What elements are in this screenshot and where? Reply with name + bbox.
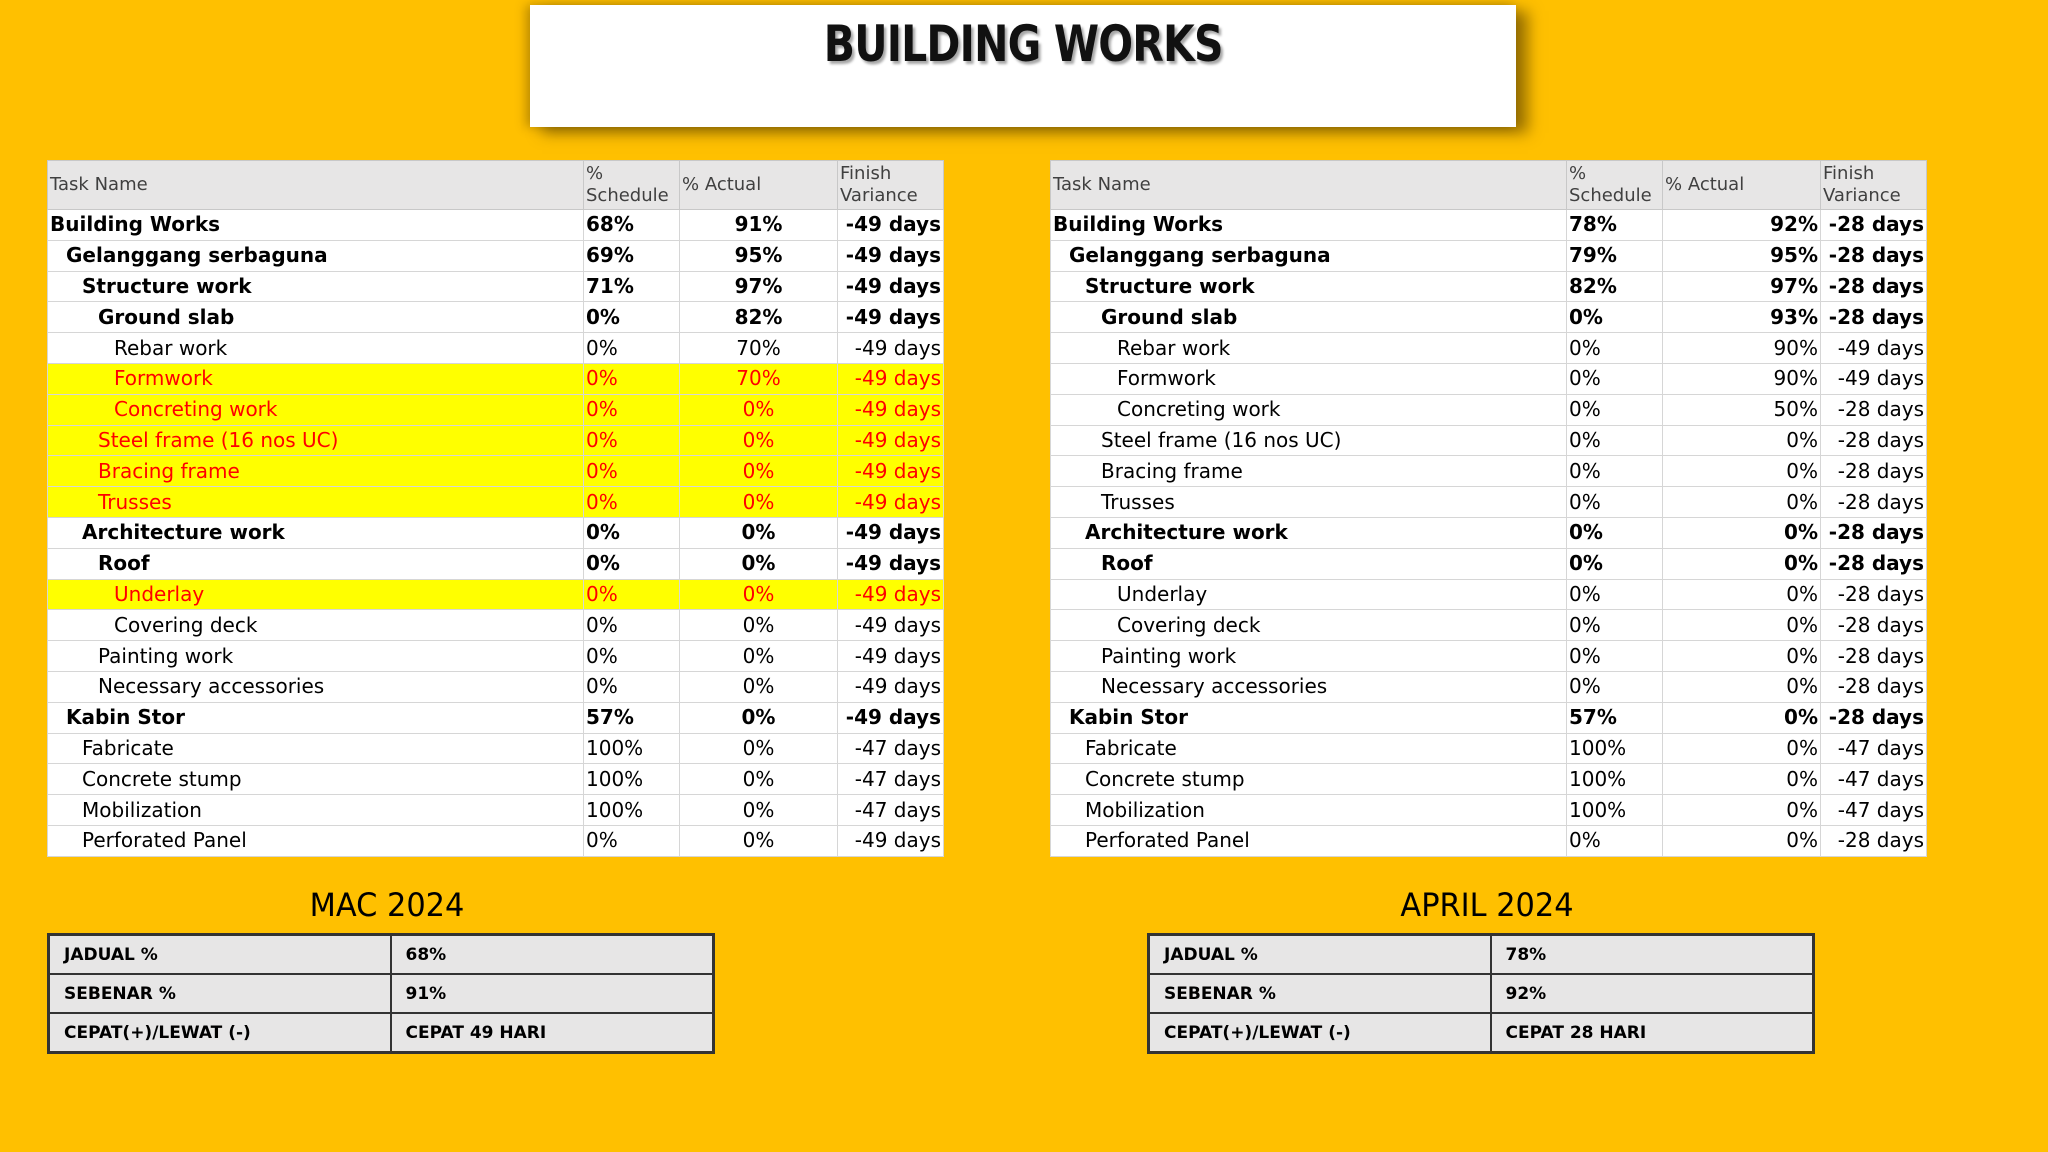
schedule-cell: 0%	[584, 394, 680, 425]
variance-cell: -28 days	[1821, 610, 1927, 641]
variance-cell: -28 days	[1821, 548, 1927, 579]
schedule-cell: 79%	[1567, 240, 1663, 271]
header-variance: Finish Variance	[838, 161, 944, 210]
schedule-cell: 0%	[1567, 363, 1663, 394]
variance-cell: -28 days	[1821, 425, 1927, 456]
schedule-cell: 0%	[1567, 517, 1663, 548]
actual-cell: 0%	[1663, 548, 1821, 579]
variance-cell: -28 days	[1821, 271, 1927, 302]
schedule-cell: 0%	[1567, 302, 1663, 333]
variance-cell: -28 days	[1821, 671, 1927, 702]
schedule-cell: 0%	[584, 641, 680, 672]
task-name-cell: Necessary accessories	[1051, 671, 1567, 702]
table-row	[48, 671, 944, 702]
schedule-cell: 100%	[584, 795, 680, 826]
schedule-cell: 0%	[584, 487, 680, 518]
actual-cell: 50%	[1663, 394, 1821, 425]
actual-cell: 92%	[1663, 210, 1821, 241]
table-row	[1051, 795, 1927, 826]
variance-cell: -28 days	[1821, 702, 1927, 733]
actual-cell: 90%	[1663, 333, 1821, 364]
variance-cell: -49 days	[838, 610, 944, 641]
task-table-mac	[47, 160, 944, 857]
schedule-cell: 0%	[1567, 579, 1663, 610]
summary-label: SEBENAR %	[1149, 974, 1491, 1013]
header-variance: Finish Variance	[1821, 161, 1927, 210]
summary-label: CEPAT(+)/LEWAT (-)	[1149, 1013, 1491, 1053]
task-name-cell: Concreting work	[1051, 394, 1567, 425]
variance-cell: -28 days	[1821, 641, 1927, 672]
table-row	[1051, 487, 1927, 518]
actual-cell: 0%	[680, 548, 838, 579]
table-row	[1051, 825, 1927, 856]
header-actual: % Actual	[680, 161, 838, 210]
task-name-cell: Steel frame (16 nos UC)	[1051, 425, 1567, 456]
variance-cell: -28 days	[1821, 456, 1927, 487]
task-name-cell: Building Works	[1051, 210, 1567, 241]
task-name-cell: Ground slab	[1051, 302, 1567, 333]
task-table-april	[1050, 160, 1927, 857]
table-row	[48, 425, 944, 456]
actual-cell: 0%	[1663, 517, 1821, 548]
table-row	[48, 795, 944, 826]
table-row	[1051, 610, 1927, 641]
actual-cell: 0%	[680, 517, 838, 548]
table-row	[48, 517, 944, 548]
table-row	[48, 394, 944, 425]
table-row	[48, 702, 944, 733]
variance-cell: -49 days	[838, 487, 944, 518]
summary-row	[1149, 935, 1814, 975]
summary-value: 92%	[1491, 974, 1814, 1013]
table-row	[48, 240, 944, 271]
variance-cell: -49 days	[838, 456, 944, 487]
schedule-cell: 57%	[584, 702, 680, 733]
variance-cell: -28 days	[1821, 517, 1927, 548]
schedule-cell: 0%	[584, 825, 680, 856]
variance-cell: -49 days	[838, 517, 944, 548]
variance-cell: -47 days	[838, 795, 944, 826]
table-row	[48, 302, 944, 333]
task-name-cell: Steel frame (16 nos UC)	[48, 425, 584, 456]
table-row	[48, 333, 944, 364]
variance-cell: -49 days	[1821, 363, 1927, 394]
variance-cell: -47 days	[1821, 795, 1927, 826]
table-row	[1051, 333, 1927, 364]
summary-row	[1149, 974, 1814, 1013]
schedule-cell: 100%	[584, 733, 680, 764]
header-task-name: Task Name	[1051, 161, 1567, 210]
actual-cell: 0%	[680, 733, 838, 764]
actual-cell: 0%	[1663, 702, 1821, 733]
task-name-cell: Structure work	[48, 271, 584, 302]
table-row	[1051, 764, 1927, 795]
task-name-cell: Bracing frame	[48, 456, 584, 487]
table-row	[48, 271, 944, 302]
summary-table-mac	[47, 933, 715, 1054]
actual-cell: 0%	[680, 825, 838, 856]
task-name-cell: Formwork	[1051, 363, 1567, 394]
schedule-cell: 0%	[1567, 394, 1663, 425]
schedule-cell: 100%	[1567, 733, 1663, 764]
table-row	[48, 641, 944, 672]
task-rows	[1051, 210, 1927, 857]
table-row	[1051, 641, 1927, 672]
actual-cell: 0%	[1663, 671, 1821, 702]
summary-value: 91%	[391, 974, 714, 1013]
actual-cell: 0%	[680, 456, 838, 487]
schedule-cell: 0%	[1567, 671, 1663, 702]
actual-cell: 0%	[680, 641, 838, 672]
schedule-cell: 0%	[584, 302, 680, 333]
table-row	[48, 579, 944, 610]
actual-cell: 90%	[1663, 363, 1821, 394]
table-row	[1051, 733, 1927, 764]
variance-cell: -28 days	[1821, 240, 1927, 271]
schedule-cell: 82%	[1567, 271, 1663, 302]
variance-cell: -28 days	[1821, 302, 1927, 333]
schedule-cell: 100%	[1567, 795, 1663, 826]
variance-cell: -49 days	[838, 702, 944, 733]
task-name-cell: Underlay	[1051, 579, 1567, 610]
table-row	[1051, 548, 1927, 579]
task-name-cell: Gelanggang serbaguna	[48, 240, 584, 271]
task-name-cell: Kabin Stor	[48, 702, 584, 733]
task-name-cell: Fabricate	[48, 733, 584, 764]
schedule-cell: 57%	[1567, 702, 1663, 733]
actual-cell: 0%	[1663, 579, 1821, 610]
table-row	[48, 733, 944, 764]
task-name-cell: Mobilization	[48, 795, 584, 826]
table-row	[48, 210, 944, 241]
schedule-cell: 68%	[584, 210, 680, 241]
summary-value: CEPAT 49 HARI	[391, 1013, 714, 1053]
header-schedule: % Schedule	[1567, 161, 1663, 210]
variance-cell: -49 days	[838, 671, 944, 702]
actual-cell: 0%	[680, 764, 838, 795]
schedule-cell: 0%	[1567, 487, 1663, 518]
variance-cell: -28 days	[1821, 579, 1927, 610]
schedule-cell: 0%	[1567, 548, 1663, 579]
task-name-cell: Mobilization	[1051, 795, 1567, 826]
variance-cell: -49 days	[838, 240, 944, 271]
actual-cell: 0%	[1663, 764, 1821, 795]
actual-cell: 0%	[680, 394, 838, 425]
task-name-cell: Covering deck	[48, 610, 584, 641]
task-name-cell: Formwork	[48, 363, 584, 394]
header-actual: % Actual	[1663, 161, 1821, 210]
variance-cell: -47 days	[1821, 764, 1927, 795]
actual-cell: 0%	[680, 579, 838, 610]
variance-cell: -28 days	[1821, 210, 1927, 241]
task-name-cell: Structure work	[1051, 271, 1567, 302]
table-header-row	[48, 161, 944, 210]
actual-cell: 0%	[1663, 610, 1821, 641]
schedule-cell: 0%	[1567, 825, 1663, 856]
table-row	[48, 825, 944, 856]
task-rows	[48, 210, 944, 857]
actual-cell: 70%	[680, 333, 838, 364]
schedule-cell: 78%	[1567, 210, 1663, 241]
table-row	[1051, 579, 1927, 610]
schedule-cell: 0%	[584, 517, 680, 548]
variance-cell: -47 days	[1821, 733, 1927, 764]
task-name-cell: Fabricate	[1051, 733, 1567, 764]
variance-cell: -49 days	[838, 333, 944, 364]
summary-table-april	[1147, 933, 1815, 1054]
actual-cell: 0%	[680, 702, 838, 733]
summary-value: CEPAT 28 HARI	[1491, 1013, 1814, 1053]
variance-cell: -49 days	[838, 579, 944, 610]
schedule-cell: 0%	[584, 579, 680, 610]
schedule-cell: 0%	[584, 363, 680, 394]
variance-cell: -49 days	[838, 210, 944, 241]
task-name-cell: Rebar work	[1051, 333, 1567, 364]
actual-cell: 0%	[680, 795, 838, 826]
variance-cell: -28 days	[1821, 825, 1927, 856]
table-row	[48, 363, 944, 394]
schedule-cell: 0%	[1567, 610, 1663, 641]
task-name-cell: Necessary accessories	[48, 671, 584, 702]
summary-row	[49, 974, 714, 1013]
actual-cell: 0%	[1663, 487, 1821, 518]
variance-cell: -49 days	[838, 302, 944, 333]
actual-cell: 0%	[680, 671, 838, 702]
variance-cell: -49 days	[838, 548, 944, 579]
variance-cell: -49 days	[838, 363, 944, 394]
summary-row	[1149, 1013, 1814, 1053]
schedule-cell: 0%	[584, 671, 680, 702]
schedule-cell: 0%	[584, 548, 680, 579]
task-name-cell: Covering deck	[1051, 610, 1567, 641]
table-row	[48, 610, 944, 641]
actual-cell: 70%	[680, 363, 838, 394]
schedule-cell: 0%	[1567, 425, 1663, 456]
table-header-row	[1051, 161, 1927, 210]
variance-cell: -49 days	[1821, 333, 1927, 364]
summary-row	[49, 935, 714, 975]
task-name-cell: Roof	[1051, 548, 1567, 579]
schedule-cell: 100%	[584, 764, 680, 795]
task-name-cell: Roof	[48, 548, 584, 579]
task-name-cell: Architecture work	[48, 517, 584, 548]
variance-cell: -47 days	[838, 733, 944, 764]
task-name-cell: Ground slab	[48, 302, 584, 333]
task-name-cell: Concrete stump	[48, 764, 584, 795]
variance-cell: -49 days	[838, 641, 944, 672]
summary-caption-april: APRIL 2024	[1400, 886, 1574, 924]
table-row	[48, 764, 944, 795]
task-name-cell: Concrete stump	[1051, 764, 1567, 795]
table-row	[1051, 302, 1927, 333]
variance-cell: -28 days	[1821, 394, 1927, 425]
summary-value: 68%	[391, 935, 714, 975]
table-row	[1051, 456, 1927, 487]
header-schedule: % Schedule	[584, 161, 680, 210]
summary-label: JADUAL %	[49, 935, 391, 975]
actual-cell: 0%	[1663, 456, 1821, 487]
schedule-cell: 0%	[584, 333, 680, 364]
actual-cell: 0%	[680, 425, 838, 456]
header-task-name: Task Name	[48, 161, 584, 210]
task-name-cell: Building Works	[48, 210, 584, 241]
table-row	[1051, 671, 1927, 702]
table-row	[1051, 363, 1927, 394]
variance-cell: -47 days	[838, 764, 944, 795]
summary-row	[49, 1013, 714, 1053]
actual-cell: 0%	[1663, 825, 1821, 856]
variance-cell: -49 days	[838, 425, 944, 456]
task-name-cell: Bracing frame	[1051, 456, 1567, 487]
task-name-cell: Architecture work	[1051, 517, 1567, 548]
actual-cell: 97%	[680, 271, 838, 302]
table-row	[1051, 702, 1927, 733]
task-name-cell: Concreting work	[48, 394, 584, 425]
actual-cell: 97%	[1663, 271, 1821, 302]
variance-cell: -49 days	[838, 394, 944, 425]
actual-cell: 95%	[680, 240, 838, 271]
variance-cell: -49 days	[838, 825, 944, 856]
table-row	[48, 487, 944, 518]
actual-cell: 0%	[680, 487, 838, 518]
schedule-cell: 100%	[1567, 764, 1663, 795]
actual-cell: 0%	[1663, 795, 1821, 826]
actual-cell: 93%	[1663, 302, 1821, 333]
title-banner	[530, 5, 1516, 127]
actual-cell: 91%	[680, 210, 838, 241]
schedule-cell: 0%	[584, 456, 680, 487]
task-name-cell: Perforated Panel	[48, 825, 584, 856]
summary-label: SEBENAR %	[49, 974, 391, 1013]
summary-label: CEPAT(+)/LEWAT (-)	[49, 1013, 391, 1053]
table-row	[1051, 425, 1927, 456]
summary-caption-mac: MAC 2024	[309, 886, 465, 924]
task-name-cell: Painting work	[48, 641, 584, 672]
actual-cell: 0%	[680, 610, 838, 641]
variance-cell: -49 days	[838, 271, 944, 302]
page-title: BUILDING WORKS	[823, 15, 1223, 73]
schedule-cell: 71%	[584, 271, 680, 302]
task-name-cell: Kabin Stor	[1051, 702, 1567, 733]
schedule-cell: 0%	[1567, 333, 1663, 364]
actual-cell: 82%	[680, 302, 838, 333]
schedule-cell: 0%	[1567, 456, 1663, 487]
summary-label: JADUAL %	[1149, 935, 1491, 975]
table-row	[48, 548, 944, 579]
schedule-cell: 0%	[1567, 641, 1663, 672]
table-row	[1051, 271, 1927, 302]
task-name-cell: Trusses	[48, 487, 584, 518]
variance-cell: -28 days	[1821, 487, 1927, 518]
summary-value: 78%	[1491, 935, 1814, 975]
task-name-cell: Perforated Panel	[1051, 825, 1567, 856]
table-row	[48, 456, 944, 487]
schedule-cell: 0%	[584, 425, 680, 456]
task-name-cell: Gelanggang serbaguna	[1051, 240, 1567, 271]
actual-cell: 0%	[1663, 641, 1821, 672]
task-name-cell: Rebar work	[48, 333, 584, 364]
table-row	[1051, 394, 1927, 425]
actual-cell: 0%	[1663, 733, 1821, 764]
table-row	[1051, 210, 1927, 241]
table-row	[1051, 240, 1927, 271]
task-name-cell: Painting work	[1051, 641, 1567, 672]
task-name-cell: Trusses	[1051, 487, 1567, 518]
schedule-cell: 69%	[584, 240, 680, 271]
actual-cell: 95%	[1663, 240, 1821, 271]
task-name-cell: Underlay	[48, 579, 584, 610]
schedule-cell: 0%	[584, 610, 680, 641]
table-row	[1051, 517, 1927, 548]
actual-cell: 0%	[1663, 425, 1821, 456]
